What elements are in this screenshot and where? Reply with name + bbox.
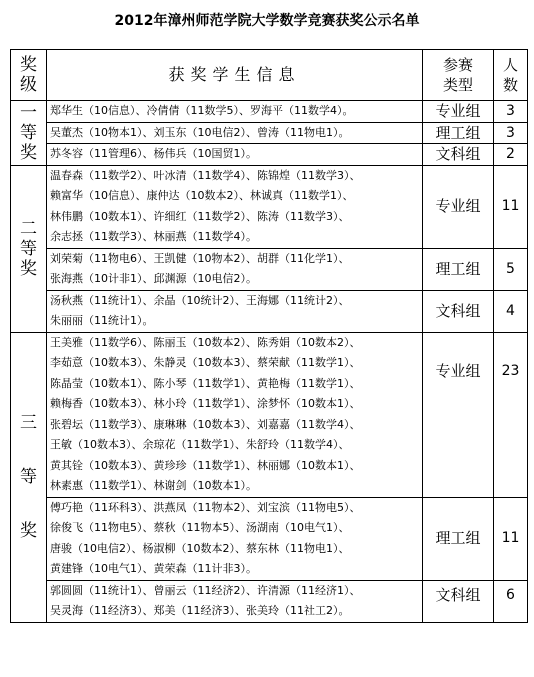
table-row (11, 165, 528, 248)
count-cell: 5 (494, 248, 528, 290)
header-info-cell: 获奖学生信息 (47, 50, 423, 101)
info-cell (47, 122, 423, 144)
info-line: 黄其铨（10数本3）、黄珍珍（11数学1）、林丽娜（10数本1）、 (50, 458, 361, 472)
info-line: 傅巧艳（11环科3）、洪燕凤（11物本2）、刘宝滨（11物电5）、 (50, 500, 361, 514)
table-row (11, 332, 528, 497)
info-line: 黄建锋（10电气1）、黄荣森（11计非3）。 (50, 562, 257, 575)
info-line: 吴董杰（10物本1）、刘玉东（10电信2）、曾涛（11物电1）。 (50, 125, 350, 139)
info-line: 王敏（10数本3）、余琼花（11数学1）、朱舒玲（11数学4）、 (50, 438, 350, 451)
info-cell (47, 144, 423, 166)
table-row (11, 122, 528, 144)
count-cell: 2 (494, 144, 528, 166)
level-char: 奖 (20, 258, 37, 279)
info-line: 张碧坛（11数学3）、康琳琳（10数本3）、刘嘉嘉（11数学4）、 (50, 417, 361, 431)
info-line: 温春森（11数学2）、叶冰清（11数学4）、陈锦煌（11数学3）、 (50, 168, 361, 182)
level-spacer (11, 433, 46, 467)
table-row (11, 248, 528, 290)
header-type-cell (423, 50, 494, 101)
header-count-char: 人 (502, 56, 518, 74)
info-line: 赖梅香（10数本3）、林小玲（11数学1）、涂梦怀（10数本1）、 (50, 397, 361, 410)
level-char: 一 (20, 102, 37, 123)
info-line: 朱丽丽（11统计1）。 (50, 314, 154, 327)
level-cell-second (11, 165, 47, 332)
level-char: 奖 (20, 521, 37, 541)
type-cell: 专业组 (423, 165, 494, 248)
info-line: 余志拯（11数学3）、林丽燕（11数学4）。 (50, 230, 257, 243)
info-line: 郭圆圆（11统计1）、曾丽云（11经济2）、许清源（11经济1）、 (50, 583, 361, 597)
table-row (11, 497, 528, 580)
type-cell: 专业组 (423, 332, 494, 497)
count-cell: 4 (494, 290, 528, 332)
info-line: 张海燕（10计非1）、邱渊源（10电信2）。 (50, 272, 257, 285)
info-cell (47, 332, 423, 497)
info-line: 赖富华（10信息）、康仲达（10数本2）、林诚真（11数学1）、 (50, 189, 354, 202)
header-count-cell (494, 50, 528, 101)
count-cell: 11 (494, 165, 528, 248)
info-line: 郑华生（10信息）、冷倩倩（11数学5）、罗海平（11数学4）。 (50, 104, 354, 117)
level-char: 等 (20, 238, 37, 259)
type-cell: 理工组 (423, 122, 494, 144)
info-line: 刘荣菊（11物电6）、王凯健（10物本2）、胡群（11化学1）、 (50, 251, 350, 265)
info-line: 徐俊飞（11物电5）、蔡秋（11物本5）、汤湖南（10电气1）、 (50, 521, 350, 534)
level-char: 奖 (20, 142, 37, 163)
count-cell: 3 (494, 101, 528, 123)
info-line: 唐骏（10电信2）、杨淑柳（10数本2）、蔡东林（11物电1）、 (50, 541, 350, 555)
info-cell (47, 165, 423, 248)
info-cell (47, 248, 423, 290)
info-line: 吴灵海（11经济3）、郑美（11经济3）、张美玲（11社工2）。 (50, 604, 350, 617)
info-line: 王美雅（11数学6）、陈丽玉（10数本2）、陈秀娟（10数本2）、 (50, 335, 361, 349)
level-char: 二 (20, 218, 37, 239)
count-cell: 3 (494, 122, 528, 144)
header-type-line: 类型 (442, 76, 473, 94)
table-row (11, 290, 528, 332)
count-cell: 23 (494, 332, 528, 497)
info-line: 苏冬容（11管理6）、杨伟兵（10国贸1）。 (50, 147, 257, 160)
info-line: 陈晶莹（10数本1）、陈小琴（11数学1）、黄艳梅（11数学1）、 (50, 376, 361, 390)
level-spacer (11, 487, 46, 521)
header-type-line: 参赛 (442, 56, 473, 74)
header-level-char: 级 (20, 75, 37, 95)
type-cell: 专业组 (423, 101, 494, 123)
count-cell: 11 (494, 497, 528, 580)
table-row (11, 580, 528, 622)
award-table (10, 49, 528, 623)
level-char: 等 (20, 467, 37, 487)
table-row (11, 144, 528, 166)
info-cell (47, 580, 423, 622)
info-line: 林伟鹏（10数本1）、许细红（11数学2）、陈涛（11数学3）、 (50, 209, 350, 223)
header-level-char: 奖 (20, 55, 37, 75)
type-cell: 理工组 (423, 497, 494, 580)
table-row (11, 101, 528, 123)
type-cell: 文科组 (423, 580, 494, 622)
info-cell (47, 497, 423, 580)
level-cell-third (11, 332, 47, 622)
type-cell: 文科组 (423, 144, 494, 166)
page-title: 2012年漳州师范学院大学数学竞赛获奖公示名单 (114, 13, 420, 29)
info-line: 汤秋燕（11统计1）、余晶（10统计2）、王海娜（11统计2）、 (50, 293, 350, 307)
level-cell-first (11, 101, 47, 166)
info-cell (47, 101, 423, 123)
info-line: 李茹意（10数本3）、朱静灵（10数本3）、蔡荣献（11数学1）、 (50, 356, 361, 369)
header-count-char: 数 (502, 76, 518, 94)
type-cell: 文科组 (423, 290, 494, 332)
level-char: 等 (20, 122, 37, 143)
type-cell: 理工组 (423, 248, 494, 290)
info-line: 林素惠（11数学1）、林谢剑（10数本1）。 (50, 479, 257, 492)
info-cell (47, 290, 423, 332)
count-cell: 6 (494, 580, 528, 622)
level-char: 三 (20, 413, 37, 433)
header-level-cell (11, 50, 47, 101)
header-row (11, 50, 528, 101)
